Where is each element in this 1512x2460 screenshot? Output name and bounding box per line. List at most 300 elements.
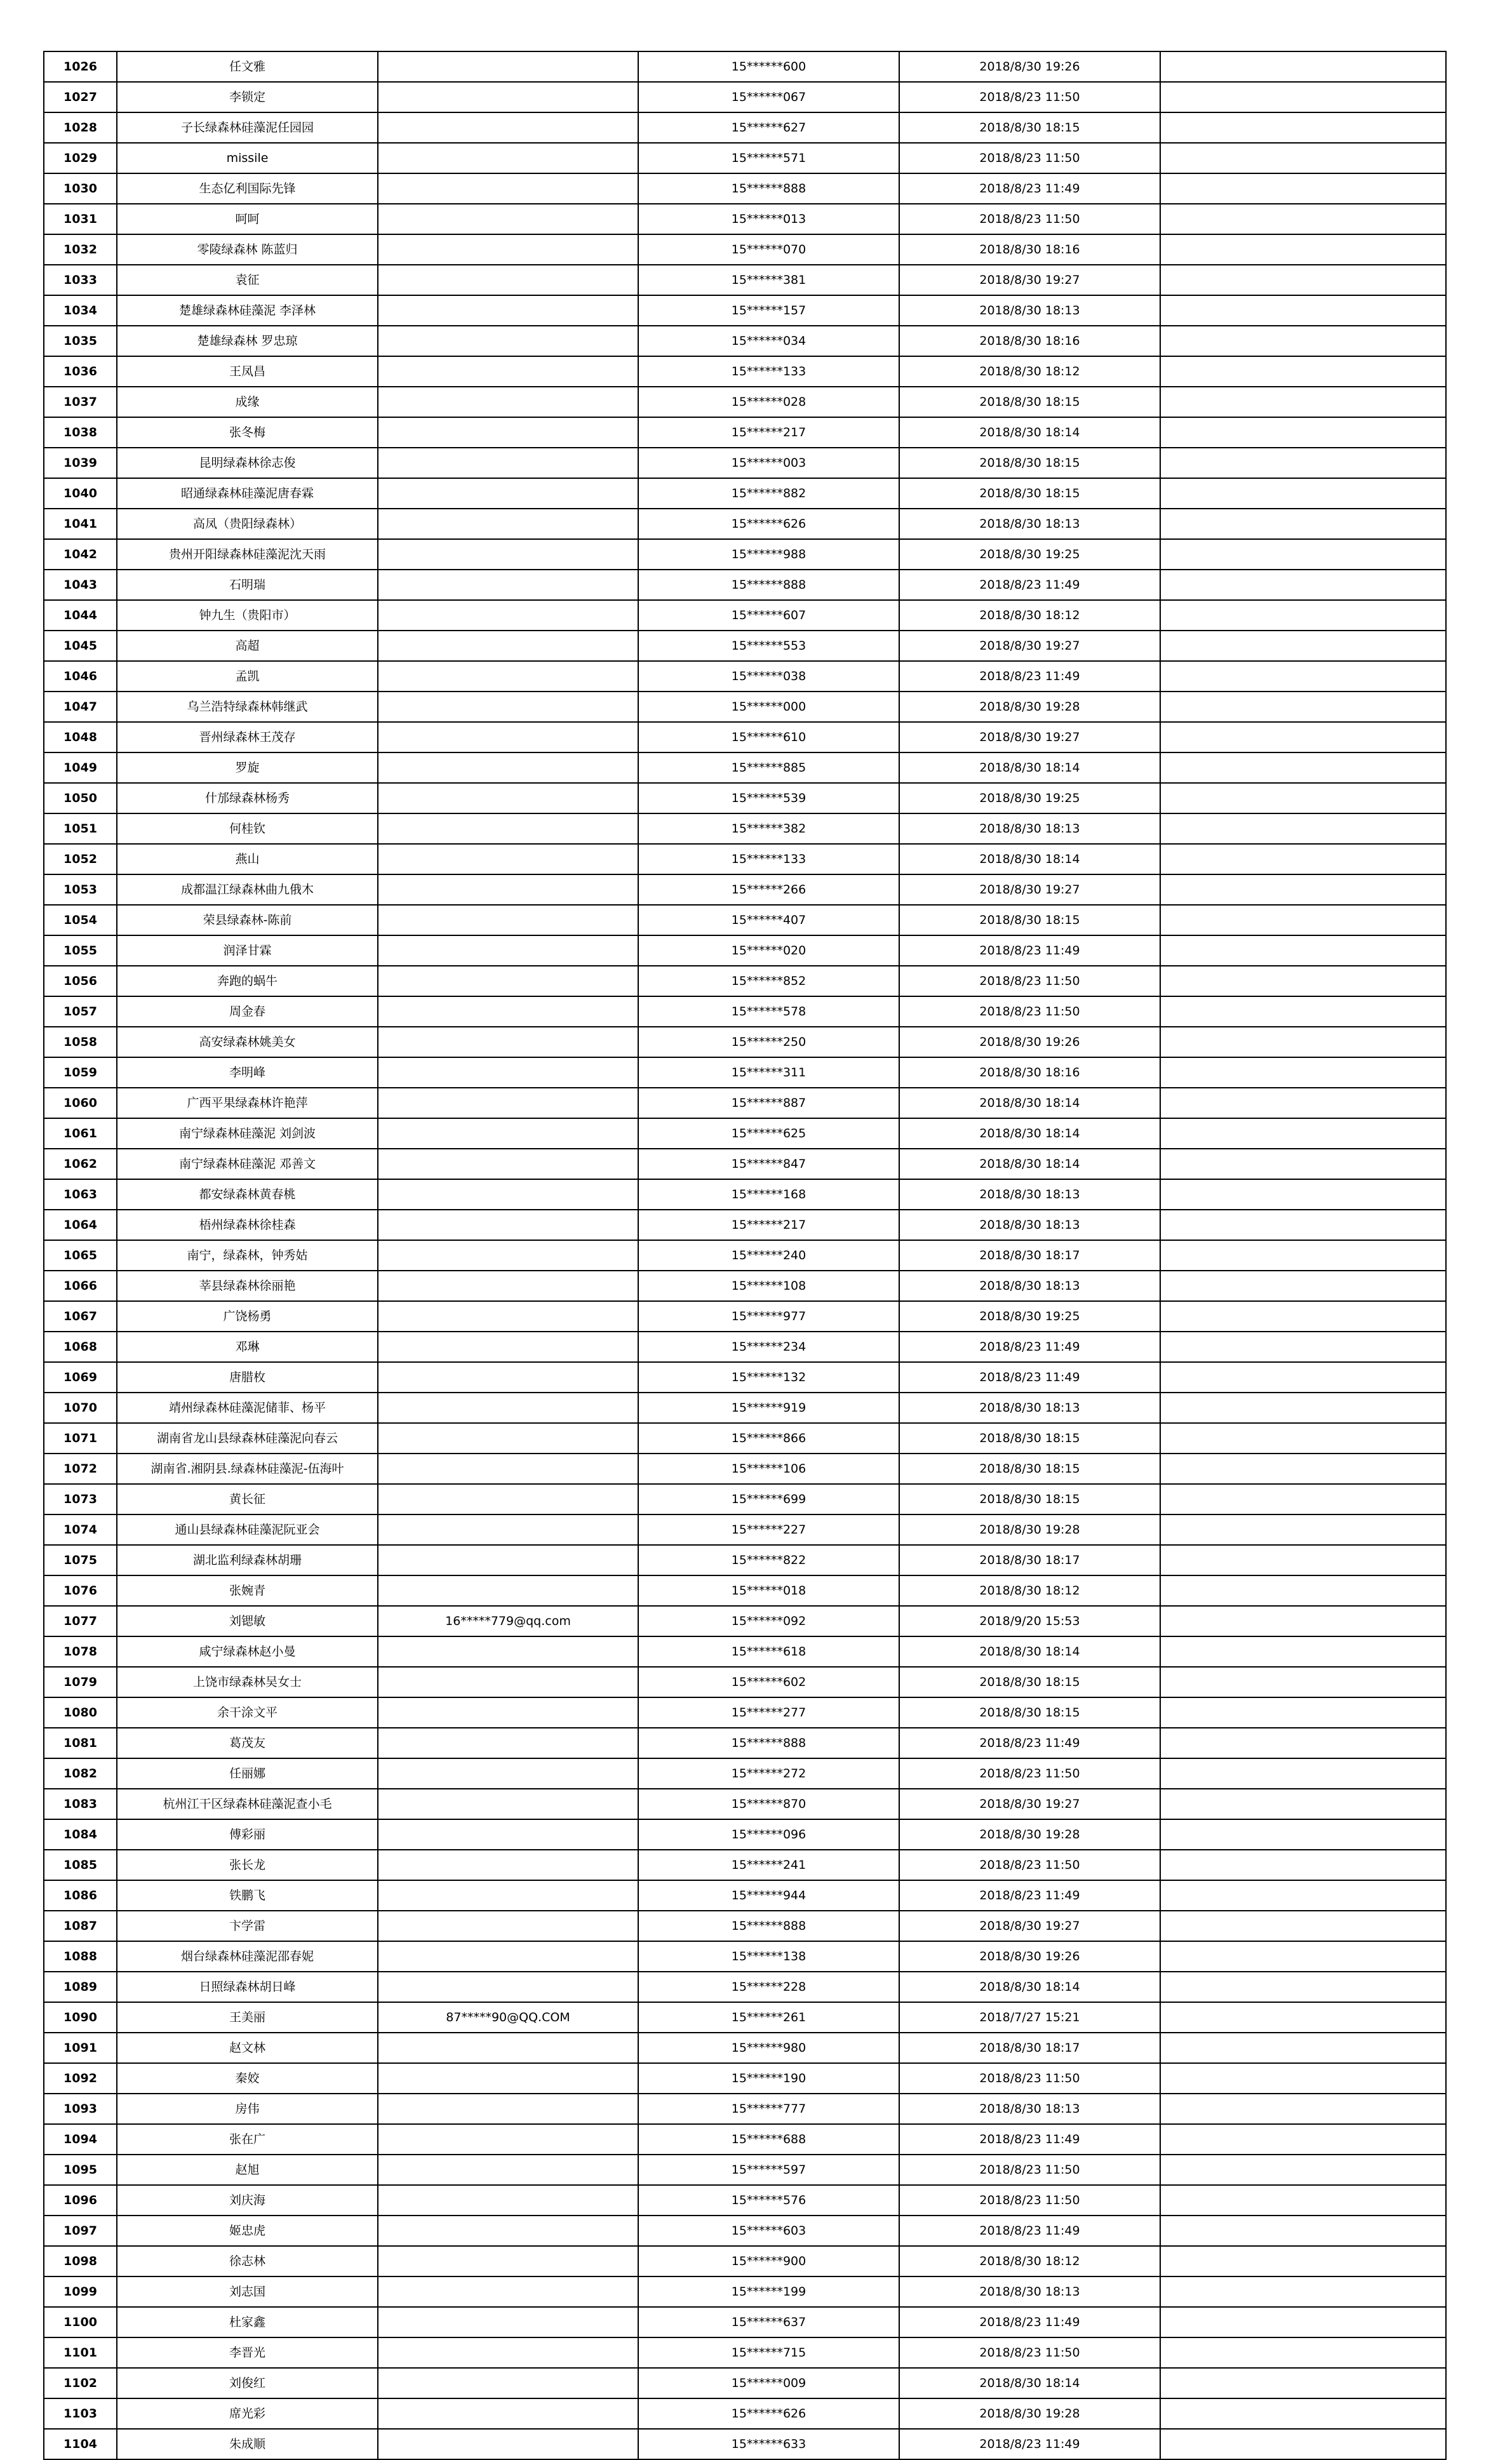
timestamp-cell: 2018/8/23 11:49	[899, 570, 1160, 600]
name-cell: 都安绿森林黄春桃	[117, 1179, 378, 1210]
empty-cell	[1160, 1332, 1446, 1362]
row-number-cell: 1086	[44, 1880, 117, 1911]
row-number-cell: 1064	[44, 1210, 117, 1240]
table-row	[44, 1514, 1446, 1545]
empty-cell	[1160, 204, 1446, 234]
name-cell: 烟台绿森林硅藻泥邵春妮	[117, 1941, 378, 1972]
empty-cell	[1160, 1850, 1446, 1880]
email-cell	[378, 2337, 638, 2368]
name-cell: 张在广	[117, 2124, 378, 2155]
empty-cell	[1160, 2398, 1446, 2429]
timestamp-cell: 2018/8/23 11:49	[899, 1728, 1160, 1758]
timestamp-cell: 2018/8/23 11:50	[899, 2185, 1160, 2216]
empty-cell	[1160, 966, 1446, 996]
empty-cell	[1160, 996, 1446, 1027]
email-cell	[378, 1514, 638, 1545]
row-number-cell: 1047	[44, 692, 117, 722]
name-cell: 卞学雷	[117, 1911, 378, 1941]
table-row	[44, 1027, 1446, 1057]
timestamp-cell: 2018/8/30 18:15	[899, 1484, 1160, 1514]
table-row	[44, 1423, 1446, 1454]
name-cell: 成缘	[117, 387, 378, 417]
table-row	[44, 234, 1446, 265]
email-cell	[378, 1332, 638, 1362]
phone-cell: 15******539	[638, 783, 899, 813]
row-number-cell: 1045	[44, 631, 117, 661]
empty-cell	[1160, 1911, 1446, 1941]
timestamp-cell: 2018/8/30 18:16	[899, 1057, 1160, 1088]
row-number-cell: 1071	[44, 1423, 117, 1454]
email-cell	[378, 1880, 638, 1911]
table-row	[44, 204, 1446, 234]
phone-cell: 15******132	[638, 1362, 899, 1393]
name-cell: 袁征	[117, 265, 378, 295]
email-cell	[378, 1149, 638, 1179]
table-row	[44, 1758, 1446, 1789]
row-number-cell: 1035	[44, 326, 117, 356]
empty-cell	[1160, 356, 1446, 387]
timestamp-cell: 2018/8/30 18:12	[899, 1575, 1160, 1606]
timestamp-cell: 2018/8/23 11:49	[899, 1880, 1160, 1911]
row-number-cell: 1085	[44, 1850, 117, 1880]
row-number-cell: 1041	[44, 509, 117, 539]
name-cell: 葛茂友	[117, 1728, 378, 1758]
email-cell	[378, 661, 638, 692]
table-row	[44, 874, 1446, 905]
email-cell	[378, 1972, 638, 2002]
phone-cell: 15******980	[638, 2033, 899, 2063]
phone-cell: 15******882	[638, 478, 899, 509]
table-row	[44, 1545, 1446, 1575]
row-number-cell: 1026	[44, 51, 117, 82]
phone-cell: 15******013	[638, 204, 899, 234]
email-cell	[378, 1362, 638, 1393]
table-row	[44, 417, 1446, 448]
email-cell	[378, 1118, 638, 1149]
table-row	[44, 844, 1446, 874]
phone-cell: 15******977	[638, 1301, 899, 1332]
empty-cell	[1160, 1606, 1446, 1636]
empty-cell	[1160, 600, 1446, 631]
empty-cell	[1160, 1819, 1446, 1850]
row-number-cell: 1096	[44, 2185, 117, 2216]
empty-cell	[1160, 2276, 1446, 2307]
phone-cell: 15******217	[638, 1210, 899, 1240]
empty-cell	[1160, 2155, 1446, 2185]
row-number-cell: 1040	[44, 478, 117, 509]
row-number-cell: 1080	[44, 1697, 117, 1728]
row-number-cell: 1050	[44, 783, 117, 813]
empty-cell	[1160, 417, 1446, 448]
table-row	[44, 265, 1446, 295]
table-row	[44, 2002, 1446, 2033]
name-cell: 什邡绿森林杨秀	[117, 783, 378, 813]
name-cell: 润泽甘霖	[117, 935, 378, 966]
phone-cell: 15******944	[638, 1880, 899, 1911]
timestamp-cell: 2018/8/23 11:50	[899, 204, 1160, 234]
table-row	[44, 631, 1446, 661]
timestamp-cell: 2018/8/30 19:25	[899, 783, 1160, 813]
timestamp-cell: 2018/8/30 18:13	[899, 1179, 1160, 1210]
empty-cell	[1160, 143, 1446, 173]
table-row	[44, 387, 1446, 417]
timestamp-cell: 2018/8/23 11:49	[899, 2307, 1160, 2337]
email-cell	[378, 2063, 638, 2094]
empty-cell	[1160, 1393, 1446, 1423]
table-row	[44, 1332, 1446, 1362]
email-cell	[378, 1819, 638, 1850]
name-cell: 贵州开阳绿森林硅藻泥沈天雨	[117, 539, 378, 570]
empty-cell	[1160, 1789, 1446, 1819]
timestamp-cell: 2018/8/23 11:50	[899, 996, 1160, 1027]
email-cell	[378, 905, 638, 935]
timestamp-cell: 2018/8/30 18:15	[899, 1667, 1160, 1697]
empty-cell	[1160, 2063, 1446, 2094]
email-cell	[378, 2398, 638, 2429]
phone-cell: 15******822	[638, 1545, 899, 1575]
row-number-cell: 1104	[44, 2429, 117, 2459]
phone-cell: 15******261	[638, 2002, 899, 2033]
email-cell	[378, 1575, 638, 1606]
empty-cell	[1160, 935, 1446, 966]
email-cell	[378, 752, 638, 783]
phone-cell: 15******578	[638, 996, 899, 1027]
table-row	[44, 2033, 1446, 2063]
empty-cell	[1160, 539, 1446, 570]
timestamp-cell: 2018/9/20 15:53	[899, 1606, 1160, 1636]
email-cell	[378, 631, 638, 661]
empty-cell	[1160, 1362, 1446, 1393]
empty-cell	[1160, 1514, 1446, 1545]
phone-cell: 15******028	[638, 387, 899, 417]
email-cell	[378, 82, 638, 112]
phone-cell: 15******190	[638, 2063, 899, 2094]
empty-cell	[1160, 722, 1446, 752]
empty-cell	[1160, 2002, 1446, 2033]
table-row	[44, 1210, 1446, 1240]
empty-cell	[1160, 1179, 1446, 1210]
phone-cell: 15******133	[638, 356, 899, 387]
row-number-cell: 1038	[44, 417, 117, 448]
table-row	[44, 2246, 1446, 2276]
timestamp-cell: 2018/8/30 19:27	[899, 874, 1160, 905]
table-row	[44, 783, 1446, 813]
table-row	[44, 661, 1446, 692]
empty-cell	[1160, 1575, 1446, 1606]
phone-cell: 15******038	[638, 661, 899, 692]
phone-cell: 15******888	[638, 173, 899, 204]
phone-cell: 15******009	[638, 2368, 899, 2398]
name-cell: 高凤（贵阳绿森林）	[117, 509, 378, 539]
row-number-cell: 1101	[44, 2337, 117, 2368]
timestamp-cell: 2018/8/30 18:12	[899, 2246, 1160, 2276]
phone-cell: 15******241	[638, 1850, 899, 1880]
table-row	[44, 1575, 1446, 1606]
empty-cell	[1160, 1728, 1446, 1758]
table-row	[44, 539, 1446, 570]
table-row	[44, 570, 1446, 600]
row-number-cell: 1084	[44, 1819, 117, 1850]
phone-cell: 15******626	[638, 2398, 899, 2429]
email-cell	[378, 783, 638, 813]
timestamp-cell: 2018/8/23 11:50	[899, 143, 1160, 173]
phone-cell: 15******618	[638, 1636, 899, 1667]
table-row	[44, 2307, 1446, 2337]
name-cell: 刘庆海	[117, 2185, 378, 2216]
timestamp-cell: 2018/8/30 19:27	[899, 1789, 1160, 1819]
email-cell	[378, 1027, 638, 1057]
timestamp-cell: 2018/8/30 18:14	[899, 2368, 1160, 2398]
row-number-cell: 1046	[44, 661, 117, 692]
phone-cell: 15******070	[638, 234, 899, 265]
row-number-cell: 1036	[44, 356, 117, 387]
timestamp-cell: 2018/8/30 18:13	[899, 509, 1160, 539]
phone-cell: 15******250	[638, 1027, 899, 1057]
phone-cell: 15******217	[638, 417, 899, 448]
table-row	[44, 1393, 1446, 1423]
email-cell	[378, 1301, 638, 1332]
table-row	[44, 2185, 1446, 2216]
table-row	[44, 1118, 1446, 1149]
name-cell: 钟九生（贵阳市）	[117, 600, 378, 631]
name-cell: missile	[117, 143, 378, 173]
row-number-cell: 1079	[44, 1667, 117, 1697]
email-cell	[378, 1088, 638, 1118]
name-cell: 咸宁绿森林赵小曼	[117, 1636, 378, 1667]
email-cell	[378, 813, 638, 844]
table-row	[44, 1362, 1446, 1393]
email-cell	[378, 2124, 638, 2155]
name-cell: 梧州绿森林徐桂森	[117, 1210, 378, 1240]
email-cell	[378, 204, 638, 234]
table-row	[44, 722, 1446, 752]
row-number-cell: 1089	[44, 1972, 117, 2002]
timestamp-cell: 2018/8/30 18:14	[899, 1972, 1160, 2002]
table-row	[44, 1149, 1446, 1179]
row-number-cell: 1056	[44, 966, 117, 996]
table-row	[44, 996, 1446, 1027]
empty-cell	[1160, 1454, 1446, 1484]
email-cell	[378, 2368, 638, 2398]
timestamp-cell: 2018/8/30 19:28	[899, 2398, 1160, 2429]
timestamp-cell: 2018/8/30 18:12	[899, 600, 1160, 631]
table-row	[44, 326, 1446, 356]
name-cell: 邓琳	[117, 1332, 378, 1362]
empty-cell	[1160, 1118, 1446, 1149]
empty-cell	[1160, 2429, 1446, 2459]
name-cell: 赵文林	[117, 2033, 378, 2063]
email-cell	[378, 1179, 638, 1210]
row-number-cell: 1039	[44, 448, 117, 478]
phone-cell: 15******852	[638, 966, 899, 996]
row-number-cell: 1070	[44, 1393, 117, 1423]
email-cell	[378, 2246, 638, 2276]
empty-cell	[1160, 2246, 1446, 2276]
name-cell: 张长龙	[117, 1850, 378, 1880]
empty-cell	[1160, 1545, 1446, 1575]
email-cell	[378, 1454, 638, 1484]
row-number-cell: 1048	[44, 722, 117, 752]
row-number-cell: 1075	[44, 1545, 117, 1575]
email-cell	[378, 295, 638, 326]
timestamp-cell: 2018/7/27 15:21	[899, 2002, 1160, 2033]
table-body	[44, 51, 1446, 2459]
timestamp-cell: 2018/8/30 18:14	[899, 1088, 1160, 1118]
name-cell: 刘志国	[117, 2276, 378, 2307]
table-row	[44, 813, 1446, 844]
email-cell	[378, 1789, 638, 1819]
table-row	[44, 295, 1446, 326]
phone-cell: 15******885	[638, 752, 899, 783]
phone-cell: 15******888	[638, 1911, 899, 1941]
table-row	[44, 1789, 1446, 1819]
name-cell: 生态亿利国际先锋	[117, 173, 378, 204]
email-cell	[378, 265, 638, 295]
timestamp-cell: 2018/8/30 19:26	[899, 51, 1160, 82]
row-number-cell: 1099	[44, 2276, 117, 2307]
registration-table	[43, 51, 1447, 2460]
name-cell: 奔跑的蜗牛	[117, 966, 378, 996]
empty-cell	[1160, 752, 1446, 783]
table-row	[44, 905, 1446, 935]
timestamp-cell: 2018/8/30 18:15	[899, 1454, 1160, 1484]
timestamp-cell: 2018/8/30 18:17	[899, 1545, 1160, 1575]
timestamp-cell: 2018/8/30 18:16	[899, 326, 1160, 356]
email-cell	[378, 1240, 638, 1271]
timestamp-cell: 2018/8/30 19:25	[899, 539, 1160, 570]
table-row	[44, 1728, 1446, 1758]
table-row	[44, 1088, 1446, 1118]
row-number-cell: 1049	[44, 752, 117, 783]
name-cell: 南宁，绿森林，钟秀姑	[117, 1240, 378, 1271]
name-cell: 唐腊枚	[117, 1362, 378, 1393]
phone-cell: 15******888	[638, 1728, 899, 1758]
row-number-cell: 1051	[44, 813, 117, 844]
table-row	[44, 1454, 1446, 1484]
phone-cell: 15******637	[638, 2307, 899, 2337]
name-cell: 上饶市绿森林吴女士	[117, 1667, 378, 1697]
row-number-cell: 1081	[44, 1728, 117, 1758]
email-cell	[378, 844, 638, 874]
name-cell: 任丽娜	[117, 1758, 378, 1789]
timestamp-cell: 2018/8/30 18:14	[899, 1149, 1160, 1179]
table-row	[44, 2398, 1446, 2429]
email-cell	[378, 387, 638, 417]
name-cell: 南宁绿森林硅藻泥 刘剑波	[117, 1118, 378, 1149]
table-row	[44, 356, 1446, 387]
name-cell: 零陵绿森林 陈蓝归	[117, 234, 378, 265]
phone-cell: 15******607	[638, 600, 899, 631]
timestamp-cell: 2018/8/23 11:49	[899, 1332, 1160, 1362]
name-cell: 余干涂文平	[117, 1697, 378, 1728]
email-cell	[378, 539, 638, 570]
name-cell: 王凤昌	[117, 356, 378, 387]
email-cell	[378, 417, 638, 448]
email-cell	[378, 1911, 638, 1941]
timestamp-cell: 2018/8/30 18:15	[899, 112, 1160, 143]
row-number-cell: 1100	[44, 2307, 117, 2337]
phone-cell: 15******272	[638, 1758, 899, 1789]
empty-cell	[1160, 478, 1446, 509]
empty-cell	[1160, 234, 1446, 265]
row-number-cell: 1082	[44, 1758, 117, 1789]
row-number-cell: 1031	[44, 204, 117, 234]
timestamp-cell: 2018/8/30 19:28	[899, 692, 1160, 722]
table-row	[44, 2368, 1446, 2398]
name-cell: 张婉青	[117, 1575, 378, 1606]
row-number-cell: 1054	[44, 905, 117, 935]
name-cell: 广饶杨勇	[117, 1301, 378, 1332]
table-row	[44, 1880, 1446, 1911]
phone-cell: 15******699	[638, 1484, 899, 1514]
name-cell: 晋州绿森林王茂存	[117, 722, 378, 752]
timestamp-cell: 2018/8/30 18:15	[899, 478, 1160, 509]
phone-cell: 15******553	[638, 631, 899, 661]
phone-cell: 15******234	[638, 1332, 899, 1362]
name-cell: 傅彩丽	[117, 1819, 378, 1850]
timestamp-cell: 2018/8/30 18:14	[899, 752, 1160, 783]
email-cell	[378, 1545, 638, 1575]
row-number-cell: 1032	[44, 234, 117, 265]
table-row	[44, 1636, 1446, 1667]
phone-cell: 15******018	[638, 1575, 899, 1606]
timestamp-cell: 2018/8/23 11:50	[899, 966, 1160, 996]
email-cell	[378, 966, 638, 996]
row-number-cell: 1091	[44, 2033, 117, 2063]
phone-cell: 15******096	[638, 1819, 899, 1850]
row-number-cell: 1094	[44, 2124, 117, 2155]
empty-cell	[1160, 509, 1446, 539]
name-cell: 荣县绿森林-陈前	[117, 905, 378, 935]
name-cell: 杜家鑫	[117, 2307, 378, 2337]
row-number-cell: 1059	[44, 1057, 117, 1088]
timestamp-cell: 2018/8/23 11:50	[899, 2155, 1160, 2185]
name-cell: 乌兰浩特绿森林韩继武	[117, 692, 378, 722]
timestamp-cell: 2018/8/30 18:15	[899, 1697, 1160, 1728]
phone-cell: 15******106	[638, 1454, 899, 1484]
phone-cell: 15******625	[638, 1118, 899, 1149]
empty-cell	[1160, 295, 1446, 326]
empty-cell	[1160, 783, 1446, 813]
name-cell: 广西平果绿森林许艳萍	[117, 1088, 378, 1118]
phone-cell: 15******311	[638, 1057, 899, 1088]
row-number-cell: 1057	[44, 996, 117, 1027]
empty-cell	[1160, 813, 1446, 844]
empty-cell	[1160, 1240, 1446, 1271]
empty-cell	[1160, 2368, 1446, 2398]
row-number-cell: 1098	[44, 2246, 117, 2276]
email-cell	[378, 600, 638, 631]
name-cell: 任文雅	[117, 51, 378, 82]
email-cell	[378, 1057, 638, 1088]
empty-cell	[1160, 2124, 1446, 2155]
empty-cell	[1160, 326, 1446, 356]
phone-cell: 15******870	[638, 1789, 899, 1819]
table-row	[44, 448, 1446, 478]
row-number-cell: 1069	[44, 1362, 117, 1393]
phone-cell: 15******381	[638, 265, 899, 295]
timestamp-cell: 2018/8/23 11:50	[899, 2337, 1160, 2368]
name-cell: 成都温江绿森林曲九俄木	[117, 874, 378, 905]
row-number-cell: 1063	[44, 1179, 117, 1210]
timestamp-cell: 2018/8/30 19:26	[899, 1027, 1160, 1057]
phone-cell: 15******887	[638, 1088, 899, 1118]
row-number-cell: 1033	[44, 265, 117, 295]
row-number-cell: 1076	[44, 1575, 117, 1606]
name-cell: 李晋光	[117, 2337, 378, 2368]
name-cell: 靖州绿森林硅藻泥储菲、杨平	[117, 1393, 378, 1423]
table-row	[44, 692, 1446, 722]
